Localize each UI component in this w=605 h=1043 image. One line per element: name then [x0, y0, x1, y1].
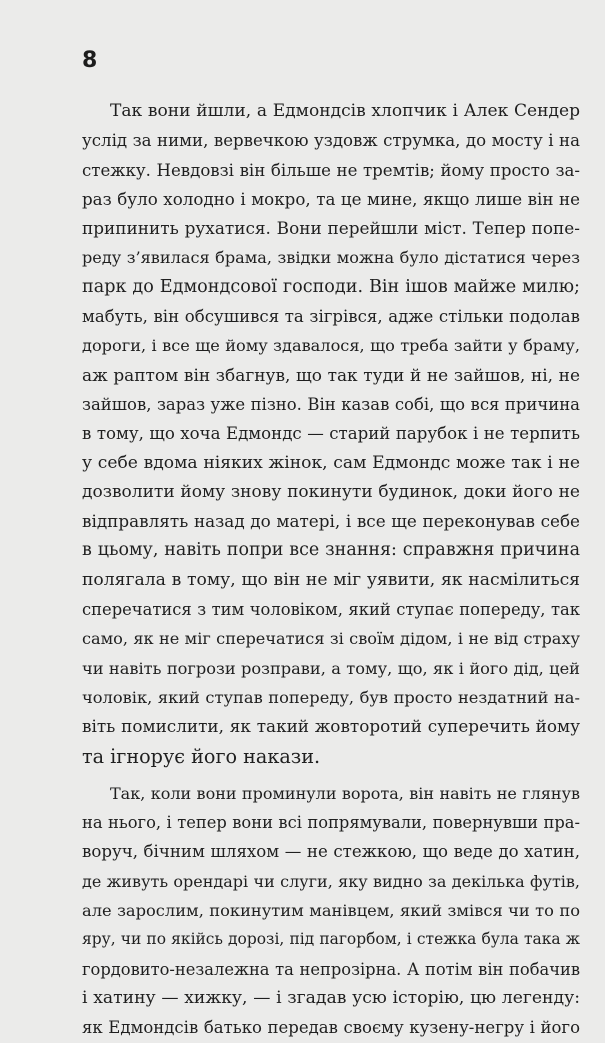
text-line: у себе вдома ніяких жінок, сам Едмондс може так і не [82, 452, 580, 473]
text-line: реду з’явилася брама, звідки можна було дістатися через [82, 248, 580, 268]
text-line: дозволити йому знову покинути будинок, доки його не [82, 481, 580, 502]
text-line: як Едмондсів батько передав своєму кузену-негру і його [82, 1018, 580, 1038]
text-line: гордовито-незалежна та непрозірна. А потім він побачив [82, 959, 580, 979]
text-line: сперечатися з тим чоловіком, який ступає попереду, так [82, 600, 580, 620]
paragraph-2 [82, 779, 580, 1043]
text-line: дороги, і все ще йому здавалося, що треба зайти у браму, [82, 336, 580, 356]
text-line: та ігнорує його накази. [82, 744, 321, 768]
paragraph-1 [82, 97, 580, 771]
text-line: де живуть орендарі чи слуги, яку видно за декілька футів, [82, 871, 580, 891]
text-line: на нього, і тепер вони всі попрямували, повернувши пра- [82, 813, 580, 833]
text-line: зайшов, зараз уже пізно. Він казав собі, що вся причина [82, 394, 580, 414]
text-line: яру, чи по якійсь дорозі, під пагорбом, і стежка була така ж [82, 930, 580, 949]
text-line: припинить рухатися. Вони перейшли міст. Тепер попе- [82, 218, 580, 239]
text-line: але зарослим, покинутим манівцем, який змівся чи то по [82, 901, 580, 921]
text-line: мабуть, він обсушився та зігрівся, адже стільки подолав [82, 307, 580, 327]
text-line: стежку. Невдовзі він більше не тремтів; йому просто за- [82, 160, 580, 180]
text-line: само, як не міг сперечатися зі своїм дідом, і не від страху [82, 629, 580, 649]
text-line: Так, коли вони проминули ворота, він навіть не глянув [110, 783, 580, 803]
text-line: в тому, що хоча Едмондс — старий парубок і не терпить [82, 424, 580, 444]
text-line: в цьому, навіть попри все знання: справжня причина [82, 540, 580, 561]
text-line: услід за ними, вервечкою уздовж струмка, до мосту і на [82, 131, 580, 151]
body-text [82, 97, 580, 1043]
text-line: раз було холодно і мокро, та це мине, якщо лише він не [82, 189, 580, 209]
text-line: парк до Едмондсової господи. Він ішов майже милю; [82, 276, 580, 297]
text-line: чоловік, який ступав попереду, був просто нездатний на- [82, 687, 580, 707]
paragraph-gap [82, 771, 580, 779]
text-line: і хатину — хижку, — і згадав усю історію, цю легенду: [82, 987, 580, 1008]
text-line: відправлять назад до матері, і все ще переконував себе [82, 511, 580, 532]
text-line: воруч, бічним шляхом — не стежкою, що веде до хатин, [82, 842, 580, 862]
text-line: чи навіть погрози розправи, а тому, що, як і його дід, цей [82, 658, 580, 678]
text-line: аж раптом він збагнув, що так туди й не зайшов, ні, не [82, 364, 580, 385]
text-line: Так вони йшли, а Едмондсів хлопчик і Алек Сендер [110, 101, 580, 121]
text-line: віть помислити, як такий жовторотий суперечить йому [82, 716, 580, 737]
text-line: полягала в тому, що він не міг уявити, як насмілиться [82, 569, 580, 590]
page-number: 8 [82, 48, 98, 73]
